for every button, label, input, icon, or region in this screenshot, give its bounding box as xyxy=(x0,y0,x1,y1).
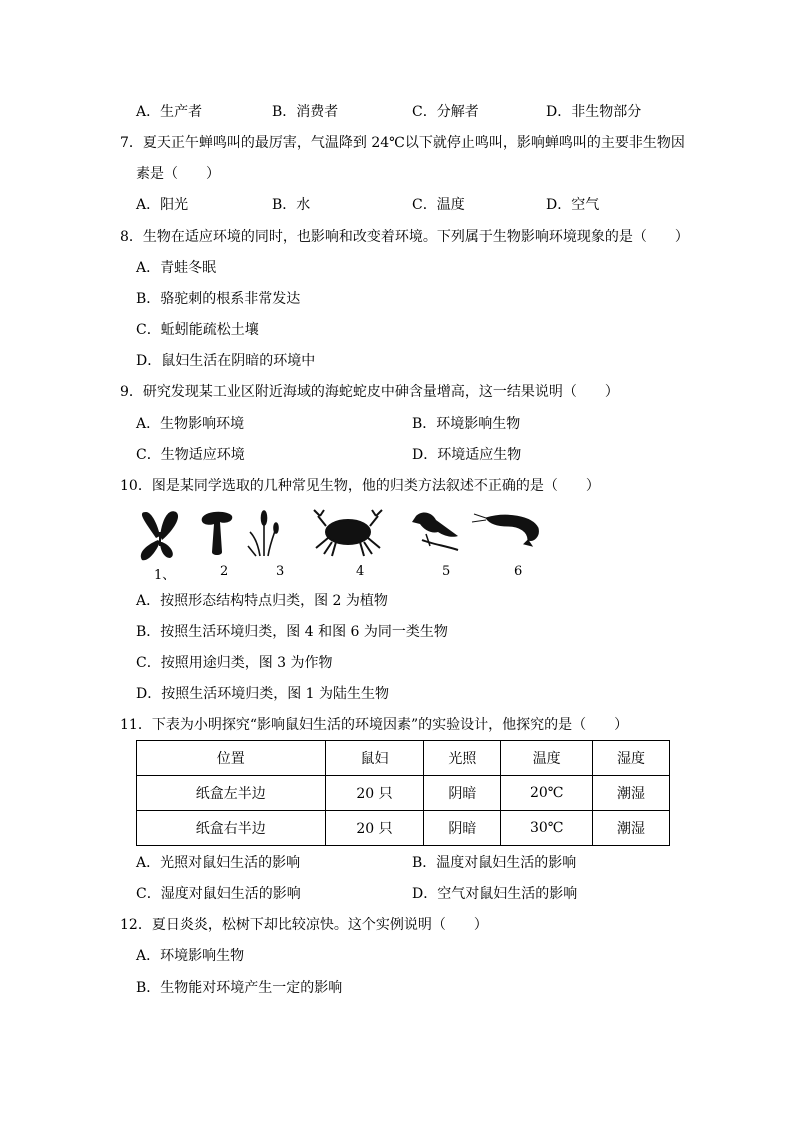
table-cell: 潮湿 xyxy=(592,811,669,846)
q7-option-a: A．阳光 xyxy=(136,197,189,213)
q8-option-d: D．鼠妇生活在阴暗的环境中 xyxy=(136,353,316,369)
q7-stem-line1: 7．夏天正午蝉鸣叫的最厉害，气温降到 24℃以下就停止鸣叫，影响蝉鸣叫的主要非生物因 xyxy=(120,135,685,151)
wheat-image xyxy=(248,511,278,556)
table-header: 位置 xyxy=(137,741,326,776)
table-cell: 20℃ xyxy=(501,776,593,811)
q9-option-d: D．环境适应生物 xyxy=(412,447,522,463)
mushroom-image xyxy=(202,512,233,555)
q7-option-b: B．水 xyxy=(272,197,311,213)
table-cell: 阴暗 xyxy=(424,776,501,811)
crab-image xyxy=(314,510,382,556)
q12-option-a: A．环境影响生物 xyxy=(136,948,245,964)
q8-option-b: B．骆驼刺的根系非常发达 xyxy=(136,291,301,307)
q10-option-d: D．按照生活环境归类，图 1 为陆生生物 xyxy=(136,686,390,702)
butterfly-image xyxy=(141,511,178,560)
table-header: 湿度 xyxy=(592,741,669,776)
q9-option-a: A．生物影响环境 xyxy=(136,416,245,432)
q9-option-b: B．环境影响生物 xyxy=(412,416,521,432)
q11-stem: 11．下表为小明探究“影响鼠妇生活的环境因素”的实验设计，他探究的是（ ） xyxy=(120,717,629,733)
table-row xyxy=(137,776,670,811)
q10-option-a: A．按照形态结构特点归类，图 2 为植物 xyxy=(136,593,388,609)
figure-label-5: 5 xyxy=(442,564,451,579)
q6-option-c: C．分解者 xyxy=(412,104,479,120)
q10-option-c: C．按照用途归类，图 3 为作物 xyxy=(136,655,333,671)
organisms-figure xyxy=(136,506,556,582)
table-header: 光照 xyxy=(424,741,501,776)
figure-label-2: 2 xyxy=(220,564,229,579)
table-cell: 30℃ xyxy=(501,811,593,846)
q11-option-b: B．温度对鼠妇生活的影响 xyxy=(412,855,577,871)
figure-label-1: 1、 xyxy=(154,568,176,583)
table-cell: 纸盒右半边 xyxy=(137,811,326,846)
q12-option-b: B．生物能对环境产生一定的影响 xyxy=(136,980,343,996)
figure-label-3: 3 xyxy=(276,564,285,579)
table-header-row xyxy=(137,741,670,776)
q11-option-c: C．湿度对鼠妇生活的影响 xyxy=(136,886,301,902)
q8-option-a: A．青蛙冬眠 xyxy=(136,260,217,276)
q6-option-d: D．非生物部分 xyxy=(546,104,642,120)
q8-option-c: C．蚯蚓能疏松土壤 xyxy=(136,322,259,338)
figure-label-4: 4 xyxy=(356,564,365,579)
q10-option-b: B．按照生活环境归类，图 4 和图 6 为同一类生物 xyxy=(136,624,448,640)
q9-option-c: C．生物适应环境 xyxy=(136,447,245,463)
q10-stem: 10．图是某同学选取的几种常见生物，他的归类方法叙述不正确的是（ ） xyxy=(120,478,600,494)
q7-option-c: C．温度 xyxy=(412,197,465,213)
table-row xyxy=(137,811,670,846)
table-cell: 潮湿 xyxy=(592,776,669,811)
table-cell: 纸盒左半边 xyxy=(137,776,326,811)
table-cell: 20 只 xyxy=(325,776,424,811)
q12-stem: 12．夏日炎炎，松树下却比较凉快。这个实例说明（ ） xyxy=(120,917,488,933)
experiment-table xyxy=(136,740,670,846)
shrimp-image xyxy=(472,514,538,546)
q9-stem: 9．研究发现某工业区附近海域的海蛇蛇皮中砷含量增高，这一结果说明（ ） xyxy=(120,384,619,400)
q7-option-d: D．空气 xyxy=(546,197,600,213)
q11-option-d: D．空气对鼠妇生活的影响 xyxy=(412,886,578,902)
table-cell: 阴暗 xyxy=(424,811,501,846)
bird-image xyxy=(412,513,458,550)
q6-option-b: B．消费者 xyxy=(272,104,339,120)
q6-option-a: A．生产者 xyxy=(136,104,203,120)
table-header: 鼠妇 xyxy=(325,741,424,776)
table-header: 温度 xyxy=(501,741,593,776)
figure-label-6: 6 xyxy=(514,564,523,579)
table-cell: 20 只 xyxy=(325,811,424,846)
q11-option-a: A．光照对鼠妇生活的影响 xyxy=(136,855,301,871)
q7-stem-line2: 素是（ ） xyxy=(136,166,220,182)
q8-stem: 8．生物在适应环境的同时，也影响和改变着环境。下列属于生物影响环境现象的是（ ） xyxy=(120,229,689,245)
